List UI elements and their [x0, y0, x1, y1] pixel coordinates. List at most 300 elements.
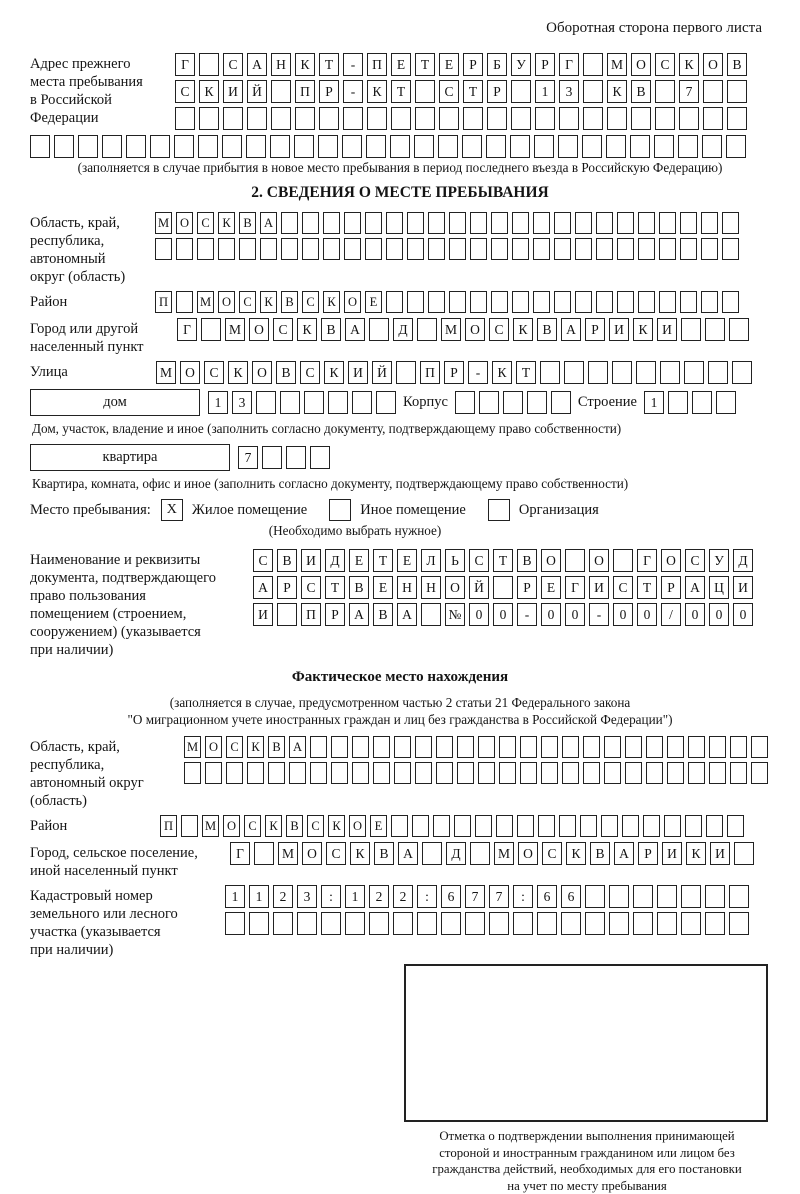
actual-district-block	[30, 815, 770, 837]
char-cell	[678, 135, 698, 158]
cadastral-row-2	[225, 912, 749, 935]
char-cell	[703, 80, 723, 103]
korpus-label: Корпус	[396, 389, 455, 416]
city-label	[30, 318, 177, 356]
char-cell	[412, 815, 429, 837]
label-line: автономный	[30, 250, 155, 268]
char-cell: В	[374, 842, 394, 865]
char-cell: К	[686, 842, 706, 865]
char-cell: К	[513, 318, 533, 341]
prev-address-rows	[175, 53, 747, 130]
char-cell: 2	[393, 885, 413, 908]
char-cell	[533, 212, 550, 234]
char-cell: 0	[733, 603, 753, 626]
char-cell	[328, 391, 348, 414]
char-cell: К	[247, 736, 264, 758]
char-cell	[323, 212, 340, 234]
char-cell	[415, 107, 435, 130]
actual-location-title: Фактическое место нахождения	[30, 669, 770, 686]
char-cell	[486, 135, 506, 158]
char-cell: С	[439, 80, 459, 103]
actual-region-label	[30, 736, 184, 810]
char-cell: :	[321, 885, 341, 908]
char-cell: О	[631, 53, 651, 76]
char-cell	[246, 135, 266, 158]
char-cell	[729, 912, 749, 935]
char-cell: 2	[369, 885, 389, 908]
char-cell	[449, 291, 466, 313]
char-cell: О	[703, 53, 723, 76]
char-cell: Т	[493, 549, 513, 572]
char-cell: -	[589, 603, 609, 626]
label-line: право пользования	[30, 587, 253, 605]
stamp-area	[404, 964, 770, 1194]
char-cell	[646, 762, 663, 784]
char-cell	[366, 135, 386, 158]
char-cell: Т	[373, 549, 393, 572]
label-line: на учет по месту пребывания	[404, 1178, 770, 1194]
char-cell	[609, 885, 629, 908]
char-cell	[575, 238, 592, 260]
char-cell	[280, 391, 300, 414]
cadastral-row-1	[225, 885, 749, 908]
region-label	[30, 212, 155, 286]
char-cell	[331, 762, 348, 784]
char-cell: М	[197, 291, 214, 313]
char-cell: М	[225, 318, 245, 341]
organization-checkbox[interactable]	[488, 499, 510, 521]
label-line: стороной и иностранным гражданином или лицом без	[404, 1145, 770, 1162]
char-cell: В	[321, 318, 341, 341]
char-cell: М	[278, 842, 298, 865]
char-cell	[174, 135, 194, 158]
char-cell	[609, 912, 629, 935]
char-cell	[345, 912, 365, 935]
char-cell	[606, 135, 626, 158]
char-cell: Й	[247, 80, 267, 103]
char-cell	[310, 736, 327, 758]
char-cell: С	[542, 842, 562, 865]
char-cell	[30, 135, 50, 158]
char-cell	[726, 135, 746, 158]
char-cell	[680, 291, 697, 313]
char-cell	[369, 912, 389, 935]
char-cell	[155, 238, 172, 260]
char-cell	[254, 842, 274, 865]
char-cell	[660, 361, 680, 384]
char-cell	[391, 107, 411, 130]
char-cell: Г	[559, 53, 579, 76]
char-cell: О	[223, 815, 240, 837]
label-line: иной населенный пункт	[30, 862, 230, 880]
char-cell: О	[249, 318, 269, 341]
char-cell	[126, 135, 146, 158]
char-cell	[470, 291, 487, 313]
char-cell	[559, 107, 579, 130]
char-cell	[407, 291, 424, 313]
char-cell	[596, 212, 613, 234]
char-cell	[441, 912, 461, 935]
char-cell	[583, 53, 603, 76]
char-cell: Р	[463, 53, 483, 76]
char-cell	[470, 842, 490, 865]
char-cell: 0	[541, 603, 561, 626]
char-cell: П	[160, 815, 177, 837]
char-cell: И	[348, 361, 368, 384]
char-cell: Р	[585, 318, 605, 341]
char-cell	[601, 815, 618, 837]
char-cell	[540, 361, 560, 384]
char-cell	[479, 391, 499, 414]
label-line: республика,	[30, 756, 184, 774]
char-cell	[558, 135, 578, 158]
char-cell	[664, 815, 681, 837]
char-cell: И	[710, 842, 730, 865]
label-line: Отметка о подтверждении выполнения принимающей	[404, 1128, 770, 1145]
char-cell	[575, 291, 592, 313]
char-cell: П	[367, 53, 387, 76]
char-cell: М	[607, 53, 627, 76]
char-cell: О	[218, 291, 235, 313]
char-cell	[277, 603, 297, 626]
char-cell	[655, 107, 675, 130]
char-cell	[302, 212, 319, 234]
label-line: (область)	[30, 792, 184, 810]
char-cell	[436, 762, 453, 784]
char-cell: Д	[733, 549, 753, 572]
char-cell	[638, 212, 655, 234]
char-cell	[583, 80, 603, 103]
char-cell	[421, 603, 441, 626]
char-cell	[271, 107, 291, 130]
char-cell: И	[609, 318, 629, 341]
char-cell	[439, 107, 459, 130]
char-cell	[376, 391, 396, 414]
char-cell: И	[253, 603, 273, 626]
char-cell	[583, 736, 600, 758]
char-cell: В	[276, 361, 296, 384]
char-cell: В	[517, 549, 537, 572]
char-cell: С	[244, 815, 261, 837]
char-cell	[310, 446, 330, 469]
char-cell	[512, 238, 529, 260]
char-cell	[365, 238, 382, 260]
char-cell	[247, 107, 267, 130]
char-cell: В	[631, 80, 651, 103]
cadastral-block	[30, 885, 770, 959]
char-cell: А	[247, 53, 267, 76]
char-cell: 1	[208, 391, 228, 414]
char-cell: 6	[561, 885, 581, 908]
char-cell	[517, 815, 534, 837]
char-cell: Е	[541, 576, 561, 599]
char-cell	[703, 107, 723, 130]
char-cell	[680, 212, 697, 234]
char-cell: Р	[319, 80, 339, 103]
char-cell	[386, 212, 403, 234]
char-cell: К	[199, 80, 219, 103]
char-cell: 0	[709, 603, 729, 626]
char-cell	[681, 318, 701, 341]
char-cell: В	[268, 736, 285, 758]
apartment-block	[30, 444, 770, 471]
char-cell: Т	[325, 576, 345, 599]
char-cell: А	[345, 318, 365, 341]
label-line: округ (область)	[30, 268, 155, 286]
char-cell	[705, 318, 725, 341]
prev-address-label	[30, 53, 175, 127]
char-cell	[685, 815, 702, 837]
char-cell: В	[727, 53, 747, 76]
label-line: республика,	[30, 232, 155, 250]
stroenie-cells	[644, 389, 736, 414]
char-cell: Ц	[709, 576, 729, 599]
residential-checkbox[interactable]: X	[161, 499, 183, 521]
char-cell: А	[260, 212, 277, 234]
char-cell: Е	[397, 549, 417, 572]
actual-city-label	[30, 842, 230, 880]
char-cell: Ь	[445, 549, 465, 572]
char-cell	[541, 762, 558, 784]
char-cell	[562, 762, 579, 784]
char-cell	[688, 736, 705, 758]
char-cell: Н	[397, 576, 417, 599]
char-cell	[534, 135, 554, 158]
char-cell	[281, 212, 298, 234]
char-cell	[520, 736, 537, 758]
char-cell	[396, 361, 416, 384]
char-cell	[716, 391, 736, 414]
region-row-1	[155, 212, 739, 234]
label-line: в Российской	[30, 91, 175, 109]
char-cell	[302, 238, 319, 260]
char-cell: У	[511, 53, 531, 76]
char-cell: Р	[517, 576, 537, 599]
char-cell	[342, 135, 362, 158]
label-line: земельного или лесного	[30, 905, 225, 923]
char-cell	[323, 238, 340, 260]
char-cell	[491, 212, 508, 234]
char-cell: М	[202, 815, 219, 837]
document-label	[30, 549, 253, 659]
char-cell	[102, 135, 122, 158]
char-cell	[222, 135, 242, 158]
char-cell	[667, 736, 684, 758]
char-cell	[493, 576, 513, 599]
char-cell: -	[517, 603, 537, 626]
char-cell	[564, 361, 584, 384]
char-cell: П	[420, 361, 440, 384]
char-cell	[352, 391, 372, 414]
char-cell: 1	[644, 391, 664, 414]
char-cell	[708, 361, 728, 384]
char-cell: М	[494, 842, 514, 865]
char-cell	[273, 912, 293, 935]
actual-region-row-2	[184, 762, 768, 784]
char-cell	[551, 391, 571, 414]
char-cell	[205, 762, 222, 784]
char-cell	[684, 361, 704, 384]
char-cell: Г	[230, 842, 250, 865]
char-cell	[491, 291, 508, 313]
char-cell: 0	[493, 603, 513, 626]
char-cell	[681, 885, 701, 908]
label-line: Область, край,	[30, 214, 155, 232]
house-number-cells	[208, 389, 396, 414]
char-cell	[286, 446, 306, 469]
char-cell: С	[223, 53, 243, 76]
char-cell	[701, 291, 718, 313]
char-cell: /	[661, 603, 681, 626]
stay-type-note: (Необходимо выбрать нужное)	[200, 523, 510, 539]
char-cell: Д	[446, 842, 466, 865]
char-cell: О	[344, 291, 361, 313]
char-cell: С	[175, 80, 195, 103]
label-line: документа, подтверждающего	[30, 569, 253, 587]
char-cell	[701, 212, 718, 234]
char-cell	[428, 238, 445, 260]
char-cell: Д	[393, 318, 413, 341]
char-cell: О	[349, 815, 366, 837]
char-cell	[54, 135, 74, 158]
char-cell	[304, 391, 324, 414]
char-cell: Е	[370, 815, 387, 837]
actual-district-label: Район	[30, 815, 160, 835]
char-cell: А	[614, 842, 634, 865]
char-cell	[181, 815, 198, 837]
char-cell	[415, 736, 432, 758]
char-cell: Л	[421, 549, 441, 572]
char-cell	[223, 107, 243, 130]
prev-address-block	[30, 53, 770, 130]
char-cell	[470, 212, 487, 234]
prev-address-row-1	[175, 53, 747, 76]
char-cell: И	[662, 842, 682, 865]
char-cell	[438, 135, 458, 158]
char-cell: Й	[372, 361, 392, 384]
char-cell	[585, 912, 605, 935]
char-cell	[655, 80, 675, 103]
char-cell	[612, 361, 632, 384]
prev-address-note: (заполняется в случае прибытия в новое место пребывания в период последнего въезда в Российскую Федерацию)	[30, 160, 770, 176]
char-cell: О	[541, 549, 561, 572]
char-cell	[184, 762, 201, 784]
char-cell: К	[607, 80, 627, 103]
document-row-1	[253, 549, 753, 572]
char-cell: И	[589, 576, 609, 599]
actual-city-block	[30, 842, 770, 880]
char-cell: А	[397, 603, 417, 626]
char-cell: К	[492, 361, 512, 384]
char-cell	[499, 762, 516, 784]
label-line: гражданства действий, необходимых для его постановки	[404, 1161, 770, 1178]
char-cell: М	[156, 361, 176, 384]
char-cell	[582, 135, 602, 158]
city-row	[177, 318, 749, 341]
char-cell: К	[367, 80, 387, 103]
char-cell: 0	[613, 603, 633, 626]
char-cell	[352, 762, 369, 784]
char-cell: 1	[225, 885, 245, 908]
char-cell: Е	[365, 291, 382, 313]
char-cell: С	[302, 291, 319, 313]
stay-type-label: Место пребывания:	[30, 502, 151, 519]
char-cell: С	[655, 53, 675, 76]
char-cell: К	[228, 361, 248, 384]
char-cell: К	[295, 53, 315, 76]
char-cell	[295, 107, 315, 130]
char-cell: С	[307, 815, 324, 837]
char-cell	[365, 212, 382, 234]
char-cell	[218, 238, 235, 260]
char-cell	[487, 107, 507, 130]
char-cell	[489, 912, 509, 935]
char-cell: В	[349, 576, 369, 599]
char-cell	[436, 736, 453, 758]
char-cell	[537, 912, 557, 935]
char-cell	[636, 361, 656, 384]
other-premises-checkbox[interactable]	[329, 499, 351, 521]
char-cell	[617, 238, 634, 260]
char-cell: С	[197, 212, 214, 234]
char-cell	[643, 815, 660, 837]
char-cell: 3	[297, 885, 317, 908]
document-row-2	[253, 576, 753, 599]
street-label: Улица	[30, 361, 156, 381]
char-cell: В	[286, 815, 303, 837]
char-cell	[533, 291, 550, 313]
char-cell: К	[350, 842, 370, 865]
char-cell: 7	[489, 885, 509, 908]
char-cell	[622, 815, 639, 837]
char-cell	[281, 238, 298, 260]
char-cell: А	[685, 576, 705, 599]
char-cell	[701, 238, 718, 260]
char-cell	[478, 736, 495, 758]
char-cell: 3	[232, 391, 252, 414]
char-cell	[455, 391, 475, 414]
char-cell: С	[326, 842, 346, 865]
char-cell	[343, 107, 363, 130]
char-cell: С	[226, 736, 243, 758]
char-cell	[415, 80, 435, 103]
char-cell: 1	[345, 885, 365, 908]
char-cell	[559, 815, 576, 837]
char-cell: Д	[325, 549, 345, 572]
apartment-cells	[238, 444, 330, 469]
char-cell: В	[537, 318, 557, 341]
char-cell: П	[301, 603, 321, 626]
char-cell	[617, 291, 634, 313]
char-cell: Г	[175, 53, 195, 76]
char-cell	[198, 135, 218, 158]
char-cell: 2	[273, 885, 293, 908]
char-cell	[176, 238, 193, 260]
char-cell	[512, 212, 529, 234]
char-cell	[705, 912, 725, 935]
char-cell: 7	[679, 80, 699, 103]
label-line: населенный пункт	[30, 338, 177, 356]
label-line: при наличии)	[30, 641, 253, 659]
char-cell: К	[566, 842, 586, 865]
char-cell	[262, 446, 282, 469]
char-cell	[386, 238, 403, 260]
label-line: помещением (строением,	[30, 605, 253, 623]
char-cell	[199, 53, 219, 76]
char-cell	[367, 107, 387, 130]
char-cell: К	[328, 815, 345, 837]
char-cell	[394, 762, 411, 784]
